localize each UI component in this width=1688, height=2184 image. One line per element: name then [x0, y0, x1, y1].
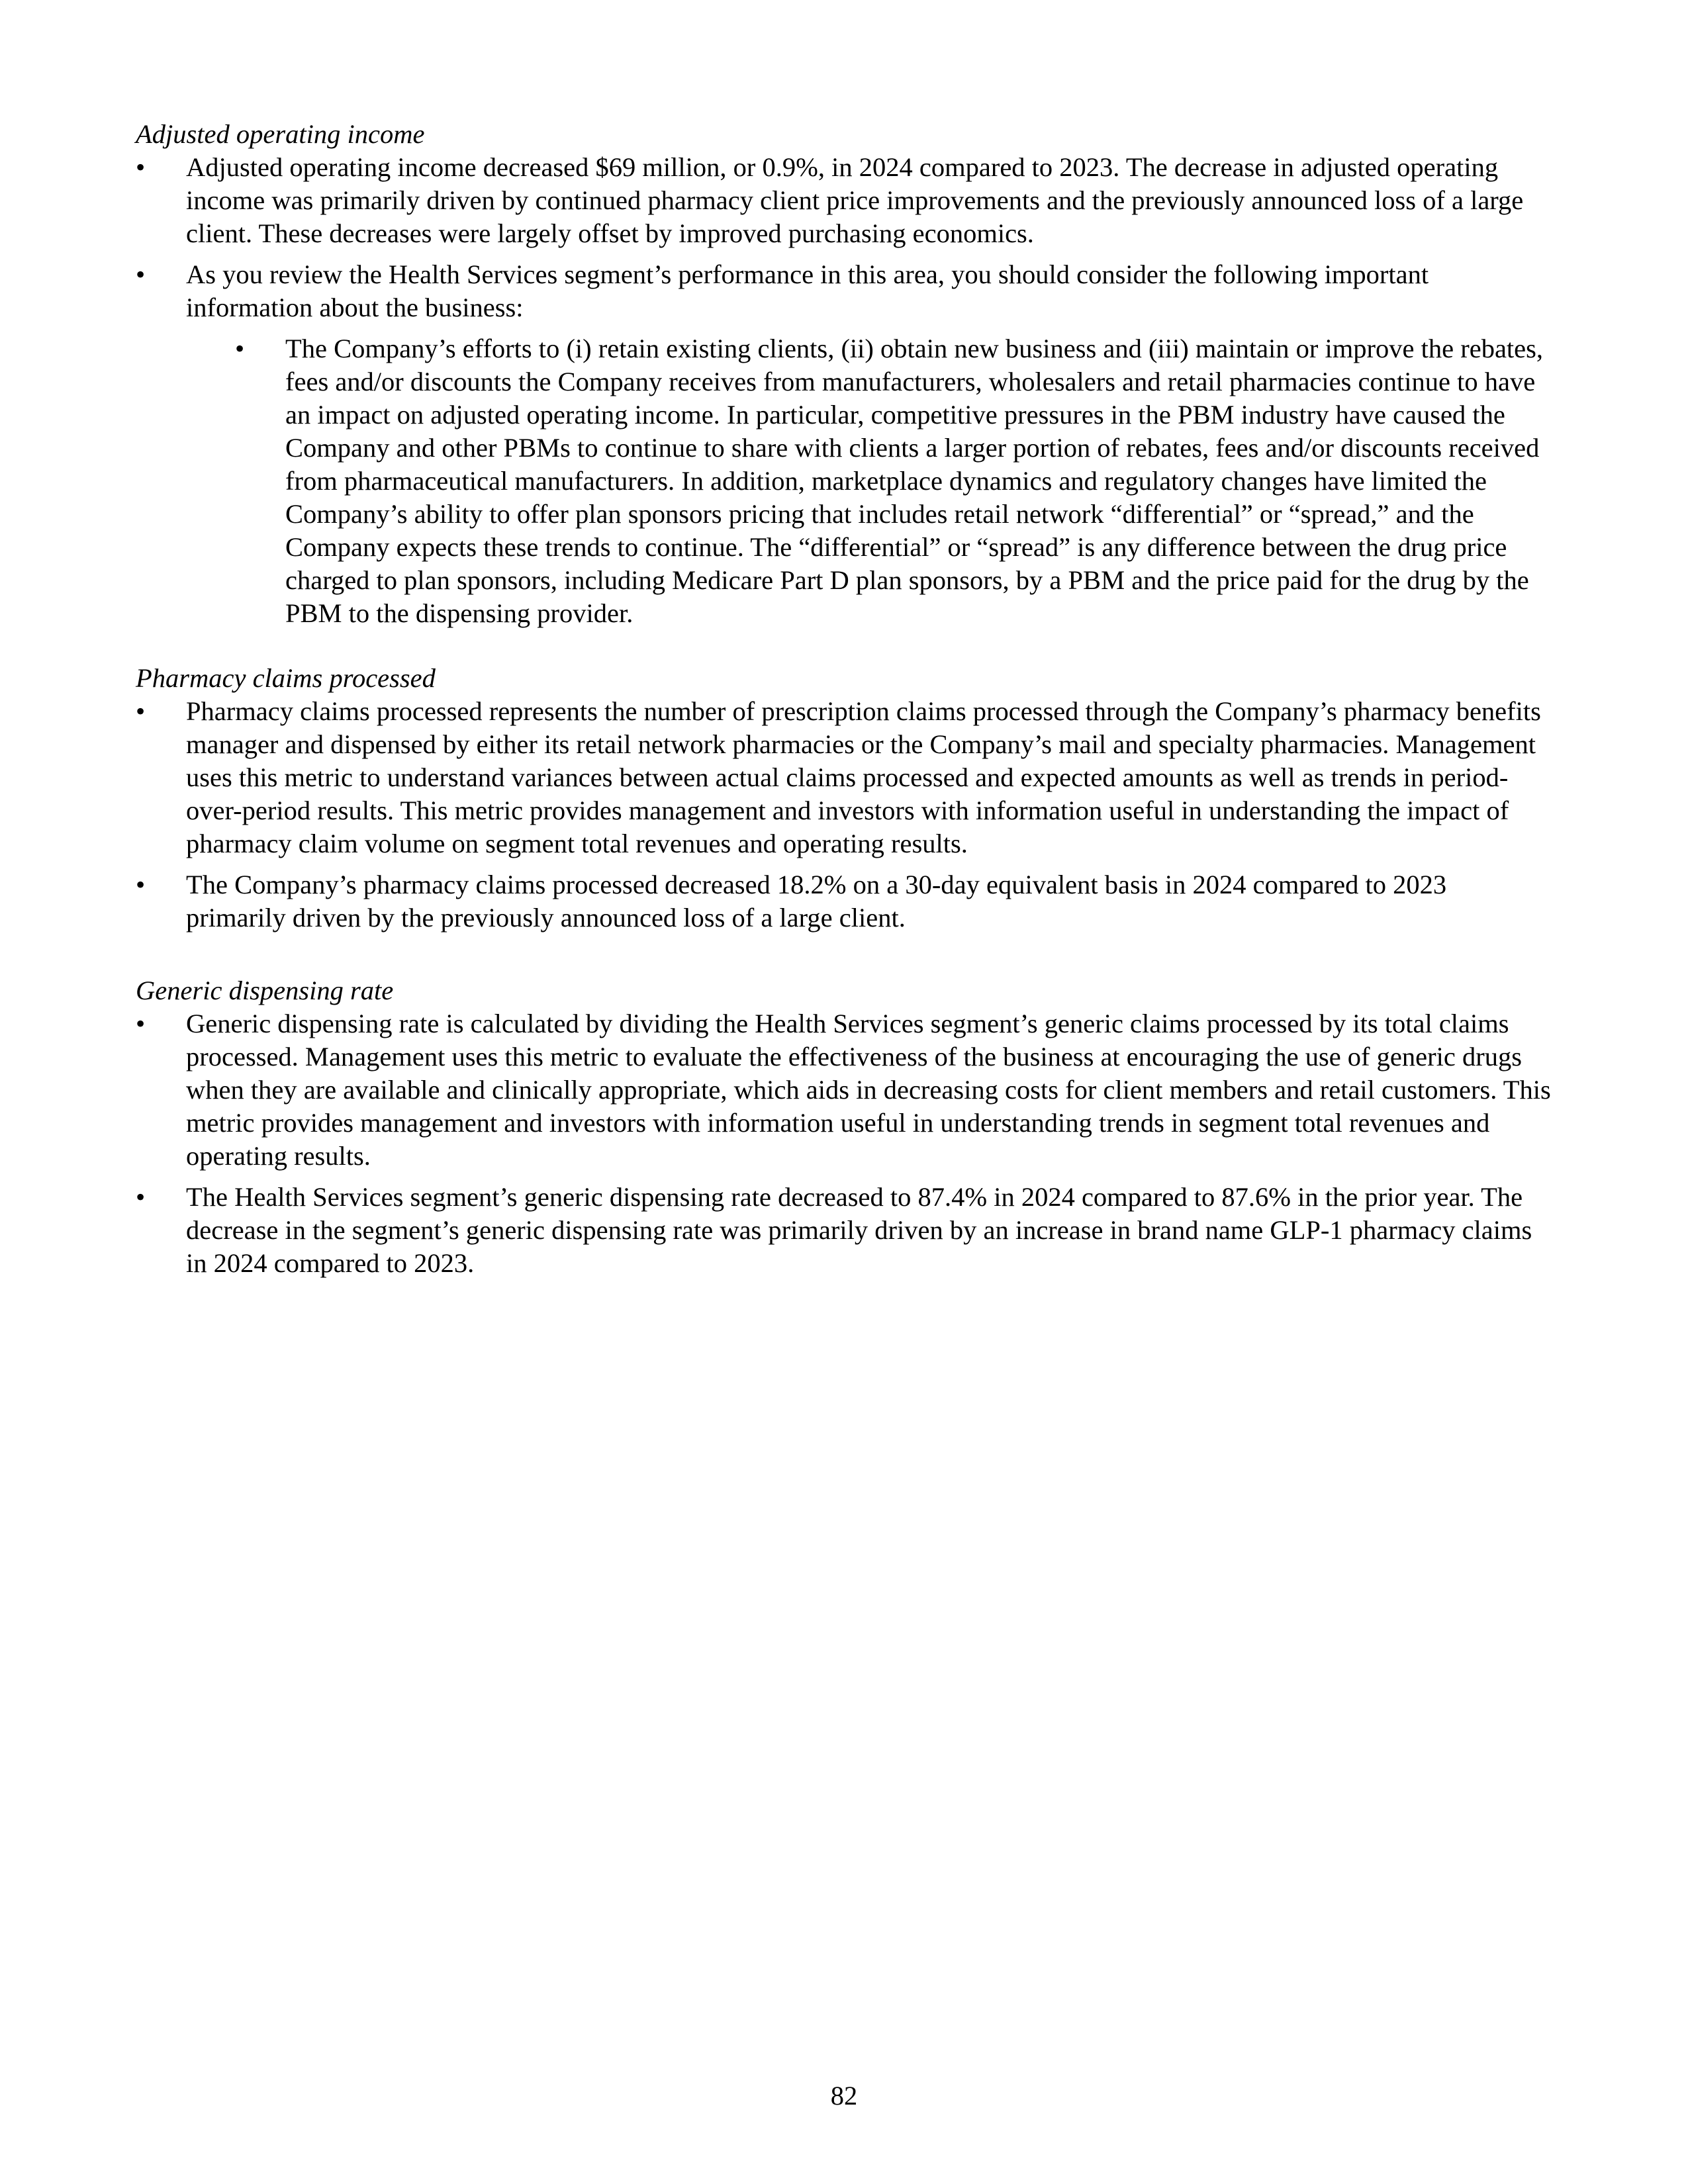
list-item	[136, 1007, 1552, 1173]
section-generic-dispensing-rate	[136, 974, 1552, 1280]
sub-bullet-marker: •	[235, 334, 245, 363]
section-pharmacy-claims-processed	[136, 662, 1552, 934]
bullet-text: As you review the Health Services segment’s performance in this area, you should consider the following important information about the business:	[186, 259, 1429, 322]
page-content	[136, 118, 1552, 1280]
page-number: 82	[830, 2081, 858, 2111]
list-item	[136, 868, 1552, 934]
section-heading: Pharmacy claims processed	[136, 663, 436, 693]
bullet-text: The Health Services segment’s generic dispensing rate decreased to 87.4% in 2024 compared to 87.6% in the prior year. The decrease in the segment’s generic dispensing rate was primarily driven by an increase in brand name GLP-1 pharmacy claims in 2024 compared to 2023.	[186, 1182, 1532, 1278]
list-item	[136, 1181, 1552, 1280]
sub-list-item	[136, 332, 1552, 630]
bullet-text: Generic dispensing rate is calculated by dividing the Health Services segment’s generic claims processed by its total claims processed. Management uses this metric to evaluate the effectiveness of the business at encouraging the use of generic drugs when they are available and clinically appropriate, which aids in decreasing costs for client members and retail customers. This metric provides management and investors with information useful in understanding trends in segment total revenues and operating results.	[186, 1009, 1551, 1171]
bullet-text: Adjusted operating income decreased $69 million, or 0.9%, in 2024 compared to 2023. The decrease in adjusted operating income was primarily driven by continued pharmacy client price improvements and the previously announced loss of a large client. These decreases were largely offset by improved purchasing economics.	[186, 152, 1524, 248]
section-adjusted-operating-income	[136, 118, 1552, 630]
bullet-text: The Company’s pharmacy claims processed decreased 18.2% on a 30-day equivalent basis in 2024 compared to 2023 primarily driven by the previously announced loss of a large client.	[186, 870, 1447, 933]
bullet-marker: •	[136, 1182, 146, 1212]
section-heading: Adjusted operating income	[136, 119, 425, 149]
bullet-marker: •	[136, 152, 146, 182]
section-heading: Generic dispensing rate	[136, 976, 394, 1005]
list-item	[136, 258, 1552, 324]
bullet-marker: •	[136, 870, 146, 899]
list-item	[136, 151, 1552, 250]
bullet-marker: •	[136, 1009, 146, 1038]
bullet-text: Pharmacy claims processed represents the number of prescription claims processed through the Company’s pharmacy benefits manager and dispensed by either its retail network pharmacies or the Company’s mail and specialty pharmacies. Management uses this metric to understand variances between actual claims processed and expected amounts as well as trends in period-over-period results. This metric provides management and investors with information useful in understanding the impact of pharmacy claim volume on segment total revenues and operating results.	[186, 696, 1541, 858]
sub-bullet-text: The Company’s efforts to (i) retain existing clients, (ii) obtain new business and (iii) maintain or improve the rebates, fees and/or discounts the Company receives from manufacturers, wholesalers and retail pharmacies continue to have an impact on adjusted operating income. In particular, competitive pressures in the PBM industry have caused the Company and other PBMs to continue to share with clients a larger portion of rebates, fees and/or discounts received from pharmaceutical manufacturers. In addition, marketplace dynamics and regulatory changes have limited the Company’s ability to offer plan sponsors pricing that includes retail network “differential” or “spread,” and the Company expects these trends to continue. The “differential” or “spread” is any difference between the drug price charged to plan sponsors, including Medicare Part D plan sponsors, by a PBM and the price paid for the drug by the PBM to the dispensing provider.	[285, 334, 1544, 628]
bullet-marker: •	[136, 696, 146, 726]
bullet-marker: •	[136, 259, 146, 289]
list-item	[136, 695, 1552, 860]
